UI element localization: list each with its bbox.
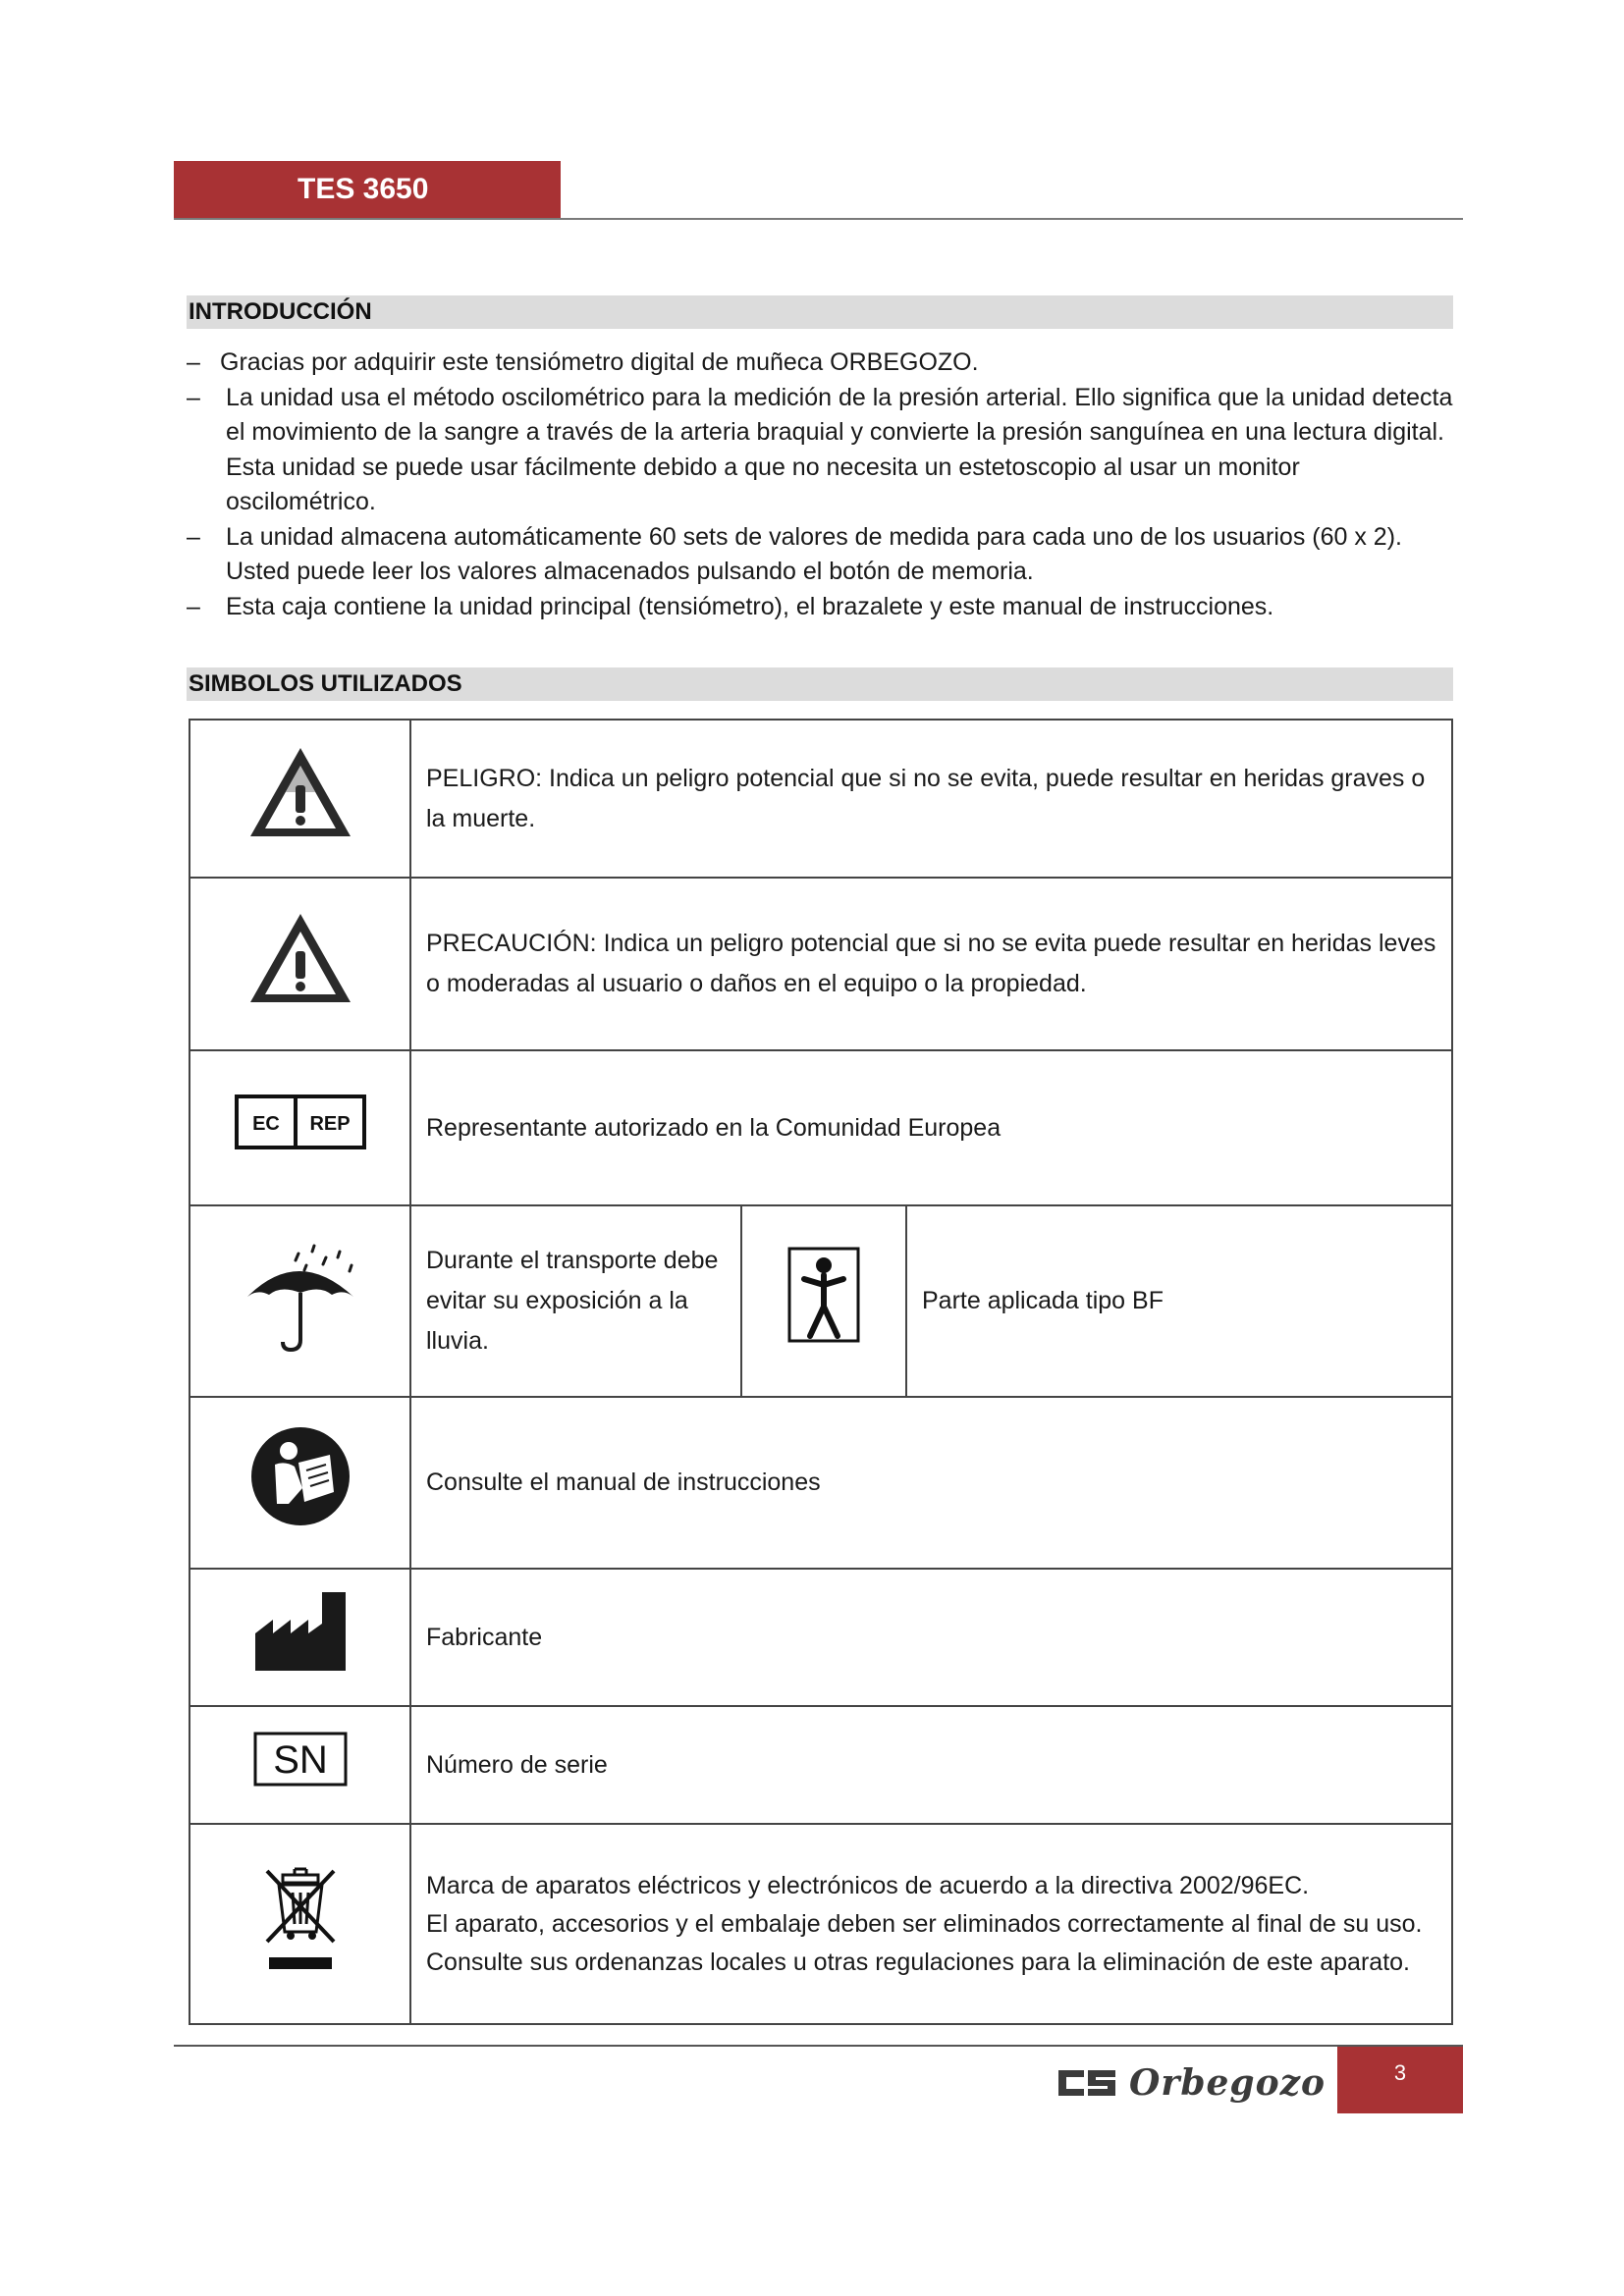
type-bf-body-icon: [786, 1246, 861, 1344]
page-number: 3: [1393, 2060, 1407, 2085]
page-number-box: [1337, 2047, 1463, 2113]
symbol-row-manual: [189, 1397, 1452, 1569]
manufacturer-text-cell: [410, 1569, 1452, 1706]
weee-crossed-bin-icon: [261, 1861, 340, 1975]
manufacturer-text: Fabricante: [426, 1623, 543, 1651]
danger-icon-cell: [189, 720, 410, 878]
manufacturer-factory-icon: [253, 1590, 348, 1673]
symbol-row-serial: [189, 1706, 1452, 1824]
sn-label: SN: [272, 1737, 328, 1782]
model-header-tab: [174, 161, 561, 218]
header-divider: [174, 218, 1463, 220]
caution-text-cell: [410, 878, 1452, 1050]
serial-text-cell: [410, 1706, 1452, 1824]
serial-icon-cell: [189, 1706, 410, 1824]
manufacturer-icon-cell: [189, 1569, 410, 1706]
weee-text-cell: [410, 1824, 1452, 2024]
weee-icon-cell: [189, 1824, 410, 2024]
danger-warning-icon: [246, 744, 354, 840]
intro-item: – La unidad almacena automáticamente 60 sets de valores de medida para cada uno de los usuarios (60 x 2). Usted puede leer los valores almacenados pulsando el botón de memoria.: [187, 522, 1402, 585]
caution-text: PRECAUCIÓN: Indica un peligro potencial que si no se evita puede resultar en heridas leves o moderadas al usuario o daños en el equipo o la propiedad.: [426, 930, 1436, 997]
symbol-row-danger: [189, 720, 1452, 878]
symbol-row-manufacturer: [189, 1569, 1452, 1706]
read-manual-icon: [249, 1425, 352, 1527]
weee-text-2: El aparato, accesorios y el embalaje deben ser eliminados correctamente al final de su uso.: [426, 1909, 1423, 1938]
intro-heading-text: INTRODUCCIÓN: [189, 298, 372, 325]
weee-text-3: Consulte sus ordenanzas locales u otras regulaciones para la eliminación de este aparato.: [426, 1948, 1410, 1976]
caution-warning-icon: [246, 910, 354, 1006]
ec-rep-text: Representante autorizado en la Comunidad Europea: [426, 1113, 1001, 1142]
footer-brand: [1056, 2063, 1326, 2103]
intro-heading: [187, 295, 1453, 329]
caution-icon-cell: [189, 878, 410, 1050]
umbrella-rain-icon: [242, 1236, 359, 1354]
intro-list: [187, 346, 1453, 624]
intro-item: – Esta caja contiene la unidad principal (tensiómetro), el brazalete y este manual de instrucciones.: [187, 592, 1274, 620]
brand-name: Orbegozo: [1129, 2062, 1326, 2104]
serial-number-icon: [253, 1732, 348, 1787]
rep-label: REP: [308, 1112, 351, 1135]
manual-text: Consulte el manual de instrucciones: [426, 1468, 821, 1496]
manual-icon-cell: [189, 1397, 410, 1569]
bf-icon-cell: [741, 1205, 906, 1397]
rain-text: Durante el transporte debe evitar su exposición a la lluvia.: [426, 1247, 719, 1355]
orbegozo-logo-icon: [1056, 2066, 1117, 2100]
symbols-heading-text: SIMBOLOS UTILIZADOS: [189, 670, 462, 697]
symbol-row-ec-rep: [189, 1050, 1452, 1205]
serial-text: Número de serie: [426, 1750, 608, 1779]
intro-item-text: La unidad almacena automáticamente 60 sets de valores de medida para cada uno de los usuarios (60 x 2). Usted puede leer los valores almacenados pulsando el botón de memoria.: [226, 522, 1402, 585]
ec-rep-icon: [235, 1095, 366, 1149]
intro-item: – Gracias por adquirir este tensiómetro digital de muñeca ORBEGOZO.: [187, 348, 979, 376]
symbol-row-caution: [189, 878, 1452, 1050]
rain-icon-cell: [189, 1205, 410, 1397]
intro-item: – La unidad usa el método oscilométrico para la medición de la presión arterial. Ello significa que la unidad detecta el movimiento de la sangre a través de la arteria braquial y convierte la presión sanguínea en una lectura digital. Esta unidad se puede usar fácilmente debido a que no necesita un estetoscopio al usar un monitor oscilométrico.: [187, 383, 1453, 515]
danger-text: PELIGRO: Indica un peligro potencial que si no se evita, puede resultar en heridas graves o la muerte.: [426, 764, 1426, 832]
rain-text-cell: [410, 1205, 741, 1397]
ec-label: EC: [251, 1112, 280, 1135]
model-title: TES 3650: [298, 173, 429, 205]
intro-item-text: La unidad usa el método oscilométrico para la medición de la presión arterial. Ello significa que la unidad detecta el movimiento de la sangre a través de la arteria braquial y convierte la presión sanguínea en una lectura digital. Esta unidad se puede usar fácilmente debido a que no necesita un estetoscopio al usar un monitor oscilométrico.: [226, 383, 1453, 515]
symbols-table: [189, 719, 1453, 2025]
footer-divider: [174, 2045, 1463, 2047]
weee-text-1: Marca de aparatos eléctricos y electrónicos de acuerdo a la directiva 2002/96EC.: [426, 1871, 1310, 1899]
symbols-heading: [187, 667, 1453, 701]
ec-rep-icon-cell: [189, 1050, 410, 1205]
bf-text-cell: [906, 1205, 1452, 1397]
symbol-row-weee: [189, 1824, 1452, 2024]
ec-rep-text-cell: [410, 1050, 1452, 1205]
manual-text-cell: [410, 1397, 1452, 1569]
intro-item-text: Esta caja contiene la unidad principal (tensiómetro), el brazalete y este manual de instrucciones.: [226, 592, 1274, 620]
intro-item-text: Gracias por adquirir este tensiómetro digital de muñeca ORBEGOZO.: [220, 348, 979, 376]
bf-text: Parte aplicada tipo BF: [922, 1287, 1164, 1314]
danger-text-cell: [410, 720, 1452, 878]
symbol-row-rain-bf: [189, 1205, 1452, 1397]
